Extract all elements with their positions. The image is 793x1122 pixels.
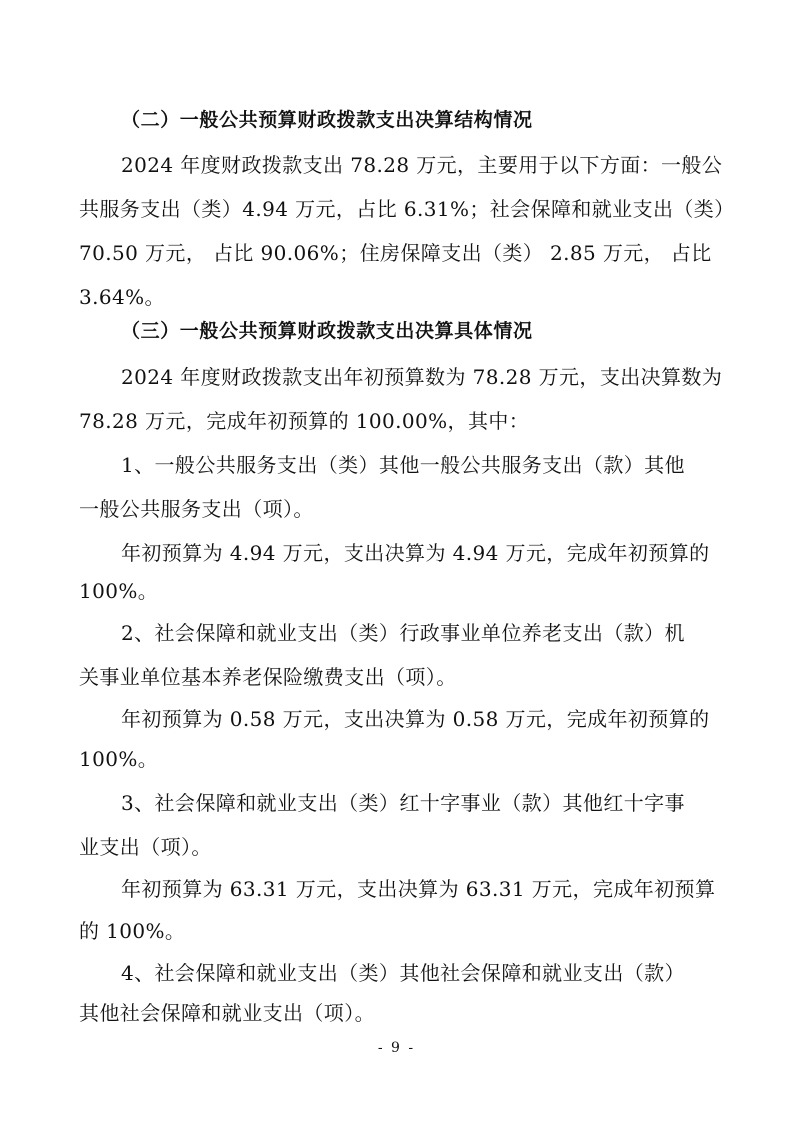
page-number: - 9 - — [377, 1040, 416, 1056]
item4-title-line-1: 4、社会保障和就业支出（类）其他社会保障和就业支出（款） — [121, 961, 685, 985]
item3-title-line-2: 业支出（项）。 — [79, 835, 212, 859]
item1-detail-line-1: 年初预算为 4.94 万元，支出决算为 4.94 万元，完成年初预算的 — [121, 541, 710, 565]
item2-title-line-1: 2、社会保障和就业支出（类）行政事业单位养老支出（款）机 — [121, 621, 685, 645]
item3-detail-line-1: 年初预算为 63.31 万元，支出决算为 63.31 万元，完成年初预算 — [121, 877, 716, 901]
item2-detail-line-2: 100%。 — [79, 747, 159, 771]
section2-line-2: 共服务支出（类）4.94 万元，占比 6.31%；社会保障和就业支出（类） — [79, 197, 735, 221]
item3-title-line-1: 3、社会保障和就业支出（类）红十字事业（款）其他红十字事 — [121, 791, 685, 815]
item2-detail-line-1: 年初预算为 0.58 万元，支出决算为 0.58 万元，完成年初预算的 — [121, 707, 710, 731]
item3-detail-line-2: 的 100%。 — [79, 919, 186, 943]
item1-title-line-2: 一般公共服务支出（项）。 — [79, 497, 314, 521]
section3-intro-line-2: 78.28 万元，完成年初预算的 100.00%，其中： — [79, 409, 530, 433]
item1-detail-line-2: 100%。 — [79, 579, 159, 603]
section2-line-3: 70.50 万元， 占比 90.06%；住房保障支出（类） 2.85 万元， 占比 — [79, 241, 712, 265]
section3-intro-line-1: 2024 年度财政拨款支出年初预算数为 78.28 万元，支出决算数为 — [121, 365, 723, 389]
section2-line-4: 3.64%。 — [79, 285, 165, 309]
section3-heading: （三）一般公共预算财政拨款支出决算具体情况 — [121, 320, 533, 342]
section2-heading: （二）一般公共预算财政拨款支出决算结构情况 — [121, 109, 533, 131]
section2-line-1: 2024 年度财政拨款支出 78.28 万元，主要用于以下方面：一般公 — [121, 153, 723, 177]
item4-title-line-2: 其他社会保障和就业支出（项）。 — [79, 1001, 375, 1025]
item1-title-line-1: 1、一般公共服务支出（类）其他一般公共服务支出（款）其他 — [121, 453, 685, 477]
item2-title-line-2: 关事业单位基本养老保险缴费支出（项）。 — [79, 665, 457, 689]
